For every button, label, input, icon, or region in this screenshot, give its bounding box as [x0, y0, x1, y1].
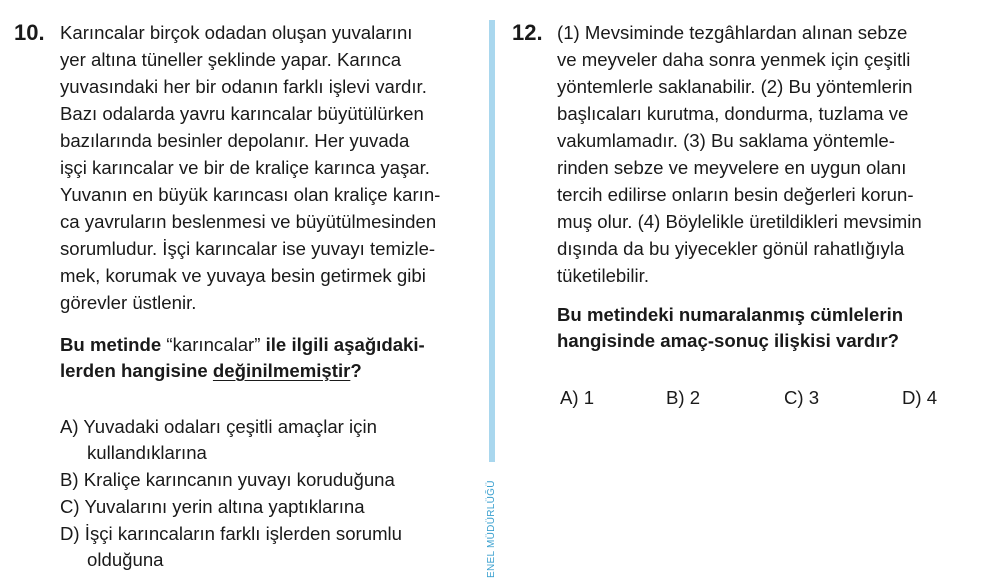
q12-stem-line: başlıcaları kurutma, dondurma, tuzlama ve [557, 103, 909, 124]
q10-stem-line: yer altına tüneller şeklinde yapar. Karınca [60, 49, 402, 70]
q10-prompt-part: lerden hangisine [60, 360, 213, 381]
q10-stem-line: bazılarında besinler depolanır. Her yuvada [60, 130, 410, 151]
q10-option-c[interactable]: C) Yuvalarını yerin altına yaptıklarına [60, 496, 365, 517]
q10-stem-line: ca yavruların beslenmesi ve büyütülmesinden [60, 211, 437, 232]
q10-option-d[interactable]: D) İşçi karıncaların farklı işlerden sorumlu [60, 523, 403, 544]
q12-option-d[interactable]: D) 4 [902, 387, 938, 408]
q12-stem-line: ve meyveler daha sonra yenmek için çeşitli [557, 49, 911, 70]
q12-stem-line: (1) Mevsiminde tezgâhlardan alınan sebze [557, 22, 908, 43]
q10-prompt-negation: değinilmemiştir [212, 360, 351, 381]
q10-prompt-line-2 [60, 357, 362, 384]
q12-stem-line: muş olur. (4) Böylelikle üretildikleri mevsimin [557, 211, 922, 232]
footer-vertical-band [481, 468, 503, 578]
q12-prompt-line-1: Bu metindeki numaralanmış cümlelerin [557, 304, 904, 325]
q12-option-c[interactable]: C) 3 [784, 387, 820, 408]
q10-stem-line: mek, korumak ve yuvaya besin getirmek gibi [60, 265, 426, 286]
q12-stem-line: tüketilebilir. [557, 265, 649, 286]
q10-stem-line: Karıncalar birçok odadan oluşan yuvalarını [60, 22, 413, 43]
q10-stem-line: sorumludur. İşçi karıncalar ise yuvayı temizle- [60, 238, 436, 259]
q10-stem-line: görevler üstlenir. [60, 292, 197, 313]
q10-option-a[interactable]: A) Yuvadaki odaları çeşitli amaçlar için [60, 416, 377, 437]
q10-prompt-quoted-term: “karıncalar” [166, 334, 261, 355]
column-divider [489, 20, 495, 462]
question-10-number: 10. [14, 20, 45, 45]
q12-option-b[interactable]: B) 2 [666, 387, 701, 408]
footer-text: ENEL MÜDÜRLÜĞÜ [486, 480, 497, 578]
q12-stem-line: tercih edilirse onların besin değerleri korun- [557, 184, 914, 205]
q10-stem-line: yuvasındaki her bir odanın farklı işlevi vardır. [60, 76, 427, 97]
q10-option-b[interactable]: B) Kraliçe karıncanın yuvayı koruduğuna [60, 469, 395, 490]
q10-stem-line: Bazı odalarda yavru karıncalar büyütülürken [60, 103, 424, 124]
q12-stem-line: vakumlamadır. (3) Bu saklama yöntemle- [557, 130, 895, 151]
question-12-number: 12. [512, 20, 543, 45]
q12-option-a[interactable]: A) 1 [560, 387, 595, 408]
q10-prompt-line-1 [60, 331, 425, 358]
q12-stem-line: yöntemlerle saklanabilir. (2) Bu yöntemlerin [557, 76, 913, 97]
q10-stem-line: işçi karıncalar ve bir de kraliçe karınca yaşar. [60, 157, 430, 178]
q10-option-d-cont: olduğuna [87, 549, 164, 570]
q10-prompt-part: ? [350, 360, 362, 381]
q10-prompt-part: Bu metinde [60, 334, 167, 355]
q10-prompt-part: ile ilgili aşağıdaki- [260, 334, 425, 355]
q10-option-a-cont: kullandıklarına [87, 442, 207, 463]
q12-prompt-line-2: hangisinde amaç-sonuç ilişkisi vardır? [557, 330, 900, 351]
q12-stem-line: rinden sebze ve meyvelere en uygun olanı [557, 157, 907, 178]
q12-stem-line: dışında da bu yiyecekler gönül rahatlığıyla [557, 238, 905, 259]
q10-stem-line: Yuvanın en büyük karıncası olan kraliçe karın- [60, 184, 441, 205]
